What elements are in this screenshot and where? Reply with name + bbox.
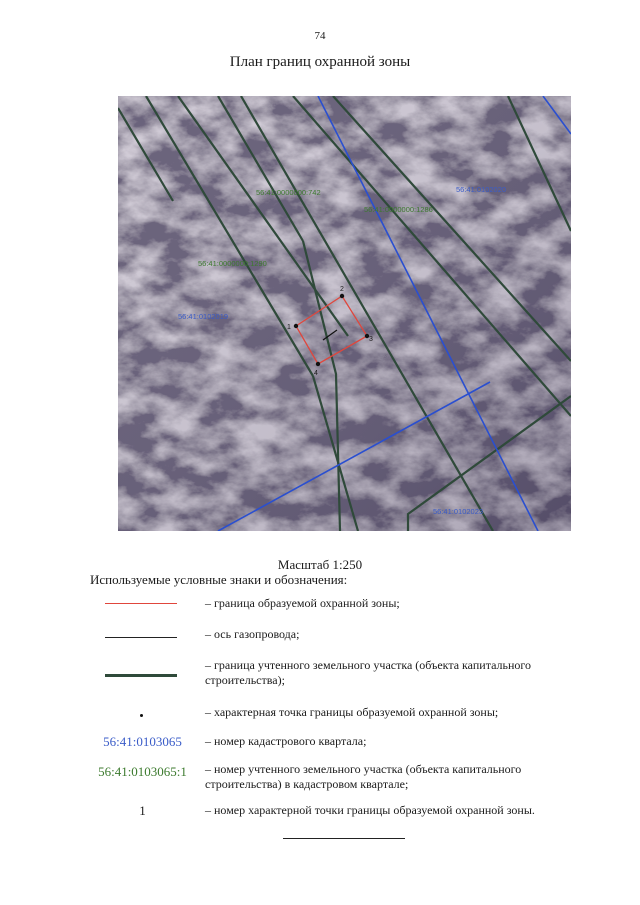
footer-separator xyxy=(283,838,405,839)
quarter-label-0102023: 56:41:0102023 xyxy=(433,507,484,516)
quarter-label-0102020: 56:41:0102020 xyxy=(456,185,507,194)
legend-text: – номер учтенного земельного участка (объекта капитального строительства) в кадастровом квартале; xyxy=(205,762,522,791)
page-title: План границ охранной зоны xyxy=(229,54,411,70)
legend-number-sample: 1 xyxy=(139,803,146,818)
cadastral-map[interactable] xyxy=(118,96,571,531)
parcel-label-1286: 56:41:0000000:1286 xyxy=(364,205,433,214)
zone-point-2 xyxy=(340,294,344,298)
page-number: 74 xyxy=(314,30,326,42)
zone-point-1 xyxy=(294,324,298,328)
point-label-2: 2 xyxy=(340,286,344,293)
legend-text: – граница образуемой охранной зоны; xyxy=(205,596,400,610)
parcel-label-1290: 56:41:0000000:1290 xyxy=(198,259,267,268)
point-label-1: 1 xyxy=(287,324,291,331)
parcel-label-742: 56:41:0000000:742 xyxy=(256,188,321,197)
legend-green-sample: 56:41:0103065:1 xyxy=(98,764,187,779)
legend-text: – номер кадастрового квартала; xyxy=(205,734,367,748)
point-label-4: 4 xyxy=(314,370,318,377)
zone-point-4 xyxy=(316,362,320,366)
quarter-label-0102019: 56:41:0102019 xyxy=(178,312,229,321)
legend-text: – номер характерной точки границы образуемой охранной зоны. xyxy=(205,803,535,817)
map-scale: Масштаб 1:250 xyxy=(277,557,363,572)
legend-text: – характерная точка границы образуемой охранной зоны; xyxy=(205,705,499,719)
legend-blue-sample: 56:41:0103065 xyxy=(103,734,182,749)
legend-text: – граница учтенного земельного участка (объекта капитального строительства); xyxy=(205,658,532,687)
map-canvas xyxy=(118,96,571,531)
point-label-3: 3 xyxy=(369,336,373,343)
legend-title: Используемые условные знаки и обозначения: xyxy=(90,572,348,587)
legend-text: – ось газопровода; xyxy=(205,627,300,641)
